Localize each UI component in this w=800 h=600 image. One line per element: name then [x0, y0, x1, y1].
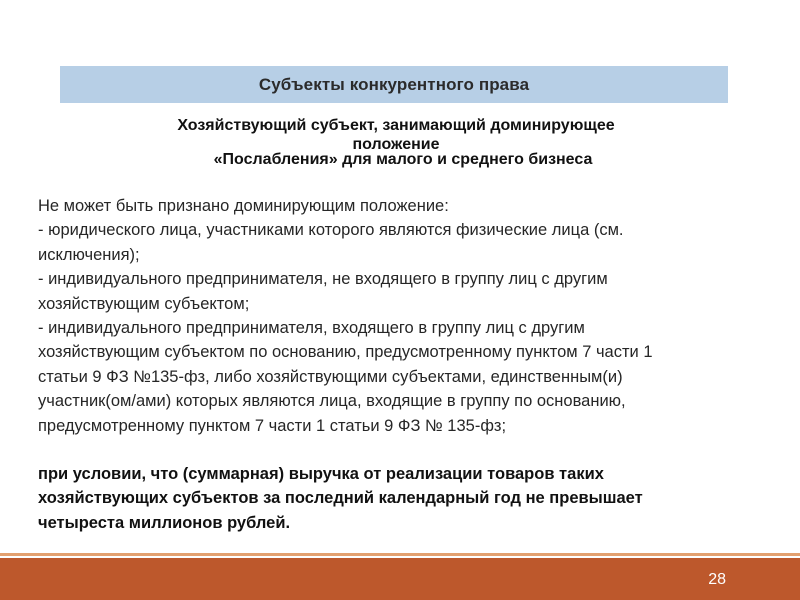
body-line: хозяйствующим субъектом по основанию, предусмотренному пунктом 7 части 1 — [38, 343, 653, 362]
footer-divider — [0, 553, 800, 556]
body-line: - индивидуального предпринимателя, входящего в группу лиц с другим — [38, 319, 585, 338]
condition-line: хозяйствующих субъектов за последний календарный год не превышает — [38, 489, 643, 508]
body-line: предусмотренному пунктом 7 части 1 статьи 9 ФЗ № 135-фз; — [38, 416, 507, 435]
body-text — [38, 194, 778, 438]
title-bar — [60, 66, 728, 103]
body-line: - юридического лица, участниками которого являются физические лица (см. — [38, 221, 624, 240]
subheading-dominant-position: Хозяйствующий субъект, занимающий доминирующее — [177, 117, 615, 134]
condition-line: при условии, что (суммарная) выручка от реализации товаров таких — [38, 465, 604, 483]
condition-line: четыреста миллионов рублей. — [38, 513, 291, 532]
page-number: 28 — [708, 571, 726, 588]
body-line: - индивидуального предпринимателя, не входящего в группу лиц с другим — [38, 270, 608, 289]
body-line: исключения); — [38, 245, 140, 264]
subheading-dominant-position-continued: положение — [352, 136, 440, 153]
body-line: Не может быть признано доминирующим положение: — [38, 197, 449, 215]
revenue-condition — [38, 462, 778, 535]
subheading-small-business-relief: «Послабления» для малого и среднего бизнеса — [213, 151, 593, 168]
slide-title: Субъекты конкурентного права — [258, 74, 530, 94]
body-line: хозяйствующим субъектом; — [38, 294, 250, 313]
footer-bar — [0, 558, 800, 600]
body-line: участник(ом/ами) которых являются лица, входящие в группу по основанию, — [38, 392, 626, 411]
body-line: статьи 9 ФЗ №135-фз, либо хозяйствующими субъектами, единственным(и) — [38, 367, 623, 386]
